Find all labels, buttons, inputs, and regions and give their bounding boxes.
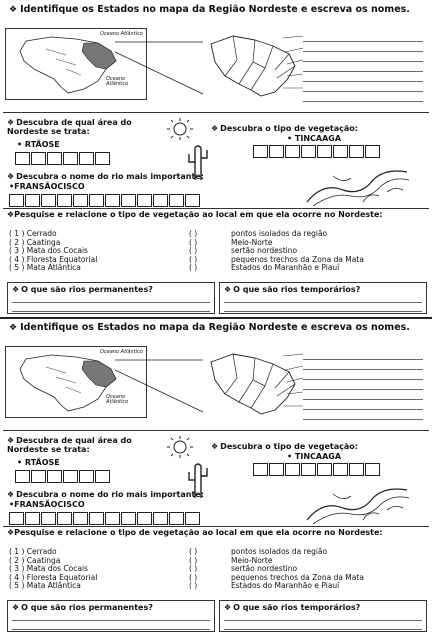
question-area: ❖ Descubra de qual área do Nordeste se trata: bbox=[7, 436, 132, 454]
match-blank[interactable]: ( ) bbox=[189, 564, 198, 574]
answer-boxes-river[interactable] bbox=[9, 194, 201, 207]
question-match: ❖Pesquise e relacione o tipo de vegetação ao local em que ela ocorre no Nordeste: bbox=[7, 210, 383, 219]
star-bullet: ❖ bbox=[7, 490, 15, 499]
answer-line[interactable] bbox=[224, 612, 422, 621]
question-permanent-rivers: ❖ O que são rios permanentes? bbox=[12, 285, 153, 294]
sheet-divider bbox=[0, 317, 432, 319]
answer-line[interactable] bbox=[303, 410, 423, 420]
location-list: ( ) pontos isolados da região ( ) Meio-Norte ( ) sertão nordestino ( ) pequenos trechos da Zona da Mata ( ) Estados do Maranhão e Piauí bbox=[189, 547, 364, 591]
match-blank[interactable]: ( ) bbox=[189, 229, 198, 238]
vegetation-list: ( 1 ) Cerrado ( 2 ) Caatinga ( 3 ) Mata dos Cocais ( 4 ) Floresta Equatorial ( 5 ) Mata Atlântica bbox=[9, 547, 98, 591]
scramble-vegetation: • TINCAAGA bbox=[287, 134, 342, 143]
question-vegetation: ❖ Descubra o tipo de vegetação: bbox=[211, 124, 358, 133]
answer-line[interactable] bbox=[12, 294, 210, 303]
match-blank[interactable]: ( ) bbox=[189, 572, 198, 582]
sun-icon bbox=[161, 434, 199, 460]
star-bullet: ❖ bbox=[7, 210, 15, 219]
star-bullet: ❖ bbox=[7, 528, 15, 537]
answer-line[interactable] bbox=[303, 400, 423, 410]
answer-boxes-river[interactable] bbox=[9, 512, 201, 525]
scramble-area: • RTÃOSE bbox=[17, 458, 60, 467]
answer-line[interactable] bbox=[303, 390, 423, 400]
answer-line[interactable] bbox=[224, 303, 422, 312]
star-bullet: ❖ bbox=[9, 323, 18, 333]
river-map-icon bbox=[303, 480, 413, 528]
worksheet-top bbox=[3, 2, 429, 317]
answer-line[interactable] bbox=[224, 294, 422, 303]
answer-line[interactable] bbox=[303, 92, 423, 102]
answer-line[interactable] bbox=[303, 72, 423, 82]
answer-line[interactable] bbox=[12, 303, 210, 312]
answer-boxes-area[interactable] bbox=[15, 152, 111, 165]
answer-boxes-vegetation[interactable] bbox=[253, 463, 381, 476]
question-temporary-rivers: ❖ O que são rios temporários? bbox=[224, 603, 361, 612]
river-map-icon bbox=[303, 162, 413, 210]
answer-boxes-vegetation[interactable] bbox=[253, 145, 381, 158]
section-divider bbox=[3, 112, 429, 113]
answer-line[interactable] bbox=[12, 612, 210, 621]
answer-line[interactable] bbox=[303, 350, 423, 360]
answer-line[interactable] bbox=[303, 360, 423, 370]
section-divider bbox=[3, 430, 429, 431]
question-area: ❖ Descubra de qual área do Nordeste se trata: bbox=[7, 118, 132, 136]
star-bullet: ❖ bbox=[12, 285, 20, 294]
question-river: ❖ Descubra o nome do rio mais importante: bbox=[7, 172, 204, 181]
ocean-label-south: Oceano Atlântico bbox=[106, 394, 129, 405]
answer-line[interactable] bbox=[303, 380, 423, 390]
star-bullet: ❖ bbox=[224, 285, 232, 294]
question-permanent-rivers: ❖ O que são rios permanentes? bbox=[12, 603, 153, 612]
temporary-rivers-box bbox=[219, 600, 427, 632]
worksheet-title: ❖ Identifique os Estados no mapa da Região Nordeste e escreva os nomes. bbox=[9, 322, 410, 333]
ocean-label-south: Oceano Atlântico bbox=[106, 76, 129, 87]
scramble-river: •FRANSÃOCISCO bbox=[9, 182, 85, 191]
match-blank[interactable]: ( ) bbox=[189, 581, 198, 591]
state-answer-lines bbox=[303, 32, 423, 102]
match-blank[interactable]: ( ) bbox=[189, 547, 198, 556]
temporary-rivers-box bbox=[219, 282, 427, 314]
scramble-vegetation: • TINCAAGA bbox=[287, 452, 342, 461]
vegetation-list: ( 1 ) Cerrado ( 2 ) Caatinga ( 3 ) Mata dos Cocais ( 4 ) Floresta Equatorial ( 5 ) Mata Atlântica bbox=[9, 229, 98, 273]
answer-line[interactable] bbox=[303, 370, 423, 380]
answer-line[interactable] bbox=[224, 621, 422, 630]
question-temporary-rivers: ❖ O que são rios temporários? bbox=[224, 285, 361, 294]
answer-line[interactable] bbox=[303, 82, 423, 92]
question-match: ❖Pesquise e relacione o tipo de vegetação ao local em que ela ocorre no Nordeste: bbox=[7, 528, 383, 537]
section-divider bbox=[3, 208, 429, 209]
scramble-river: •FRANSÃOCISCO bbox=[9, 500, 85, 509]
star-bullet: ❖ bbox=[7, 172, 15, 181]
star-bullet: ❖ bbox=[7, 436, 15, 445]
match-blank[interactable]: ( ) bbox=[189, 555, 198, 565]
question-river: ❖ Descubra o nome do rio mais importante: bbox=[7, 490, 204, 499]
star-bullet: ❖ bbox=[211, 124, 219, 133]
sun-icon bbox=[161, 116, 199, 142]
scramble-area: • RTÃOSE bbox=[17, 140, 60, 149]
answer-boxes-area[interactable] bbox=[15, 470, 111, 483]
answer-line[interactable] bbox=[303, 52, 423, 62]
answer-line[interactable] bbox=[303, 62, 423, 72]
match-blank[interactable]: ( ) bbox=[189, 254, 198, 264]
section-divider bbox=[3, 526, 429, 527]
ocean-label-north: Oceano Atlântico bbox=[100, 349, 143, 355]
location-list: ( ) pontos isolados da região ( ) Meio-Norte ( ) sertão nordestino ( ) pequenos trechos da Zona da Mata ( ) Estados do Maranhão e Piauí bbox=[189, 229, 364, 273]
worksheet-title: ❖ Identifique os Estados no mapa da Região Nordeste e escreva os nomes. bbox=[9, 4, 410, 15]
answer-line[interactable] bbox=[303, 42, 423, 52]
ocean-label-north: Oceano Atlântico bbox=[100, 31, 143, 37]
star-bullet: ❖ bbox=[211, 442, 219, 451]
state-answer-lines bbox=[303, 350, 423, 420]
permanent-rivers-box bbox=[7, 282, 215, 314]
answer-line[interactable] bbox=[303, 32, 423, 42]
answer-line[interactable] bbox=[12, 621, 210, 630]
worksheet-bottom bbox=[3, 320, 429, 635]
star-bullet: ❖ bbox=[9, 5, 18, 15]
match-blank[interactable]: ( ) bbox=[189, 237, 198, 247]
match-blank[interactable]: ( ) bbox=[189, 246, 198, 256]
permanent-rivers-box bbox=[7, 600, 215, 632]
question-vegetation: ❖ Descubra o tipo de vegetação: bbox=[211, 442, 358, 451]
star-bullet: ❖ bbox=[224, 603, 232, 612]
star-bullet: ❖ bbox=[7, 118, 15, 127]
star-bullet: ❖ bbox=[12, 603, 20, 612]
match-blank[interactable]: ( ) bbox=[189, 263, 198, 273]
